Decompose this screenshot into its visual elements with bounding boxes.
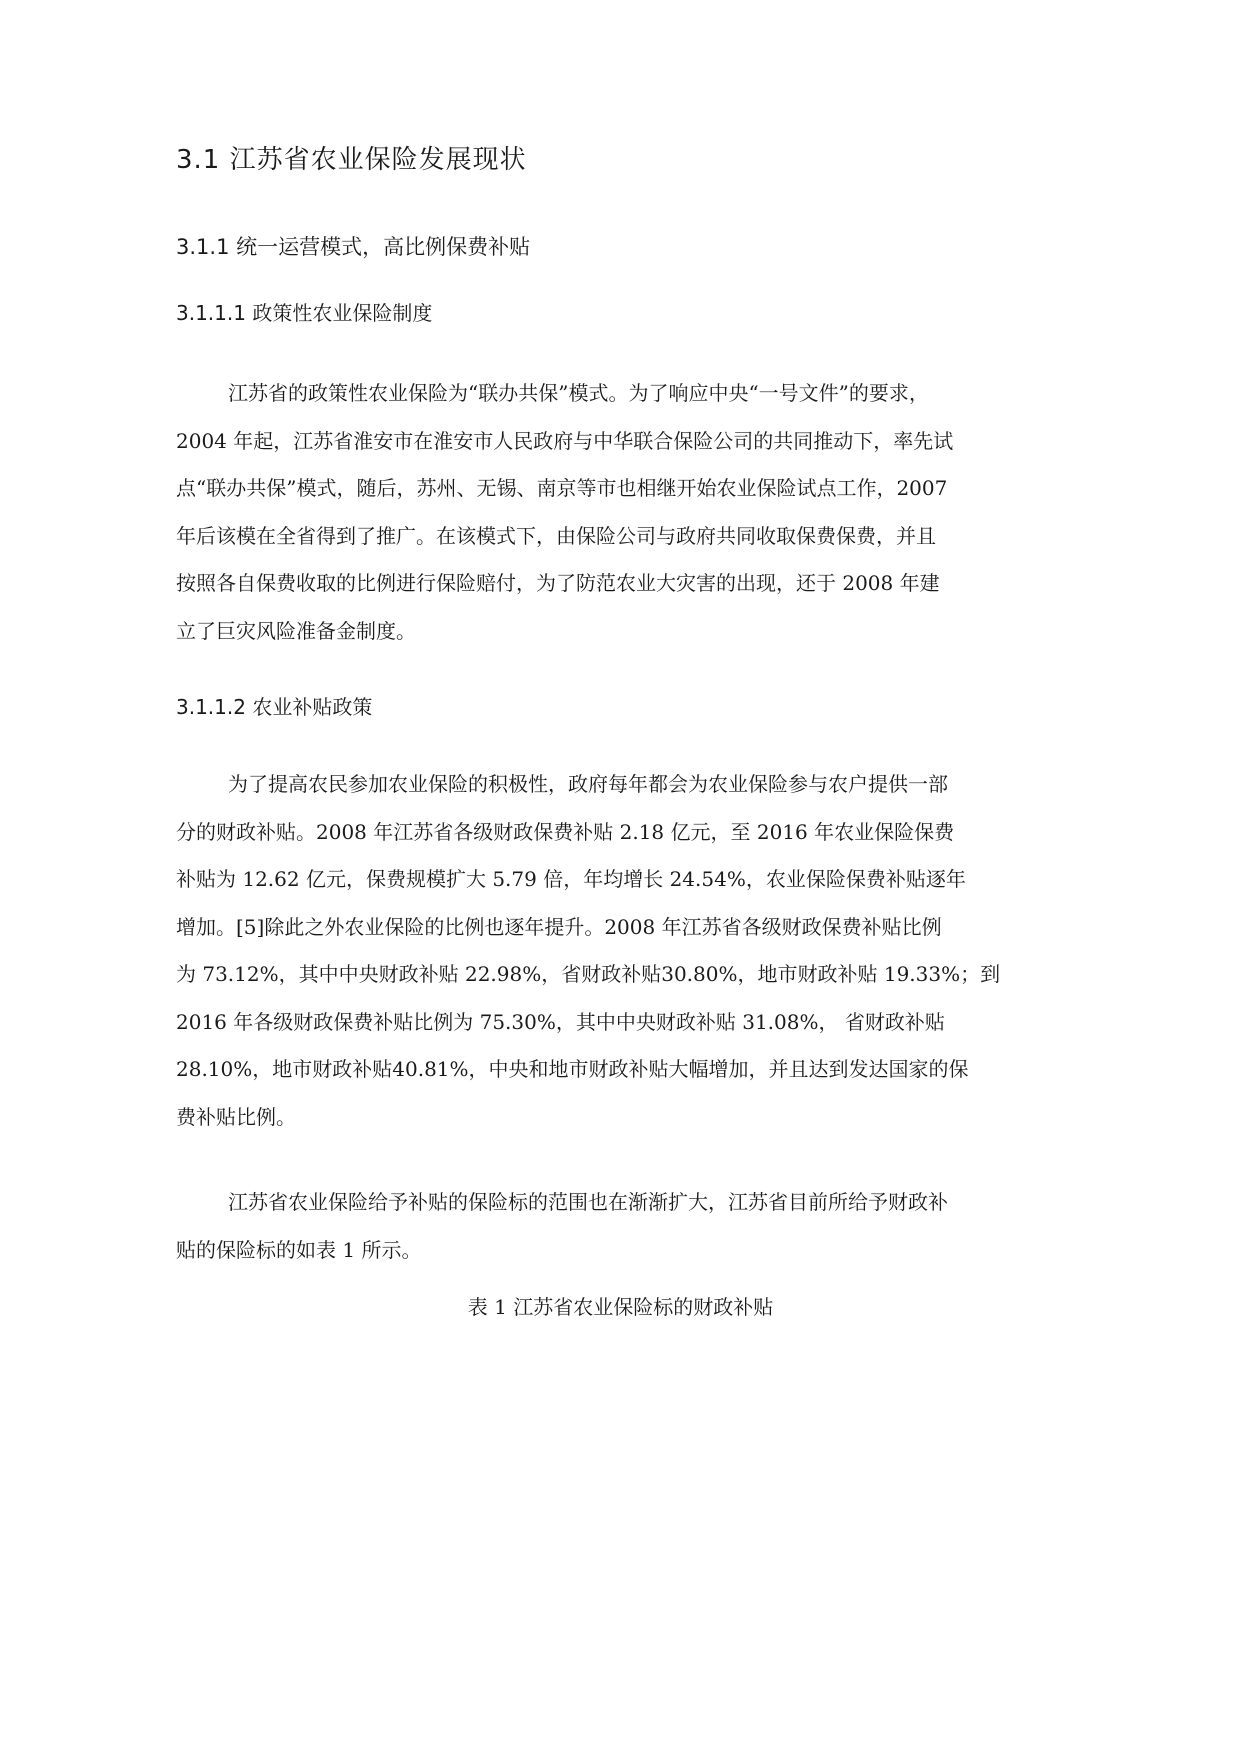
paragraph-line: 为了提高农民参加农业保险的积极性，政府每年都会为农业保险参与农户提供一部 <box>228 772 948 796</box>
paragraph-subsidy-scope <box>176 1179 1124 1274</box>
subsection-heading: 3.1.1 统一运营模式，高比例保费补贴 <box>176 235 531 259</box>
paragraph-line: 江苏省的政策性农业保险为“联办共保”模式。为了响应中央“一号文件”的要求， <box>228 381 929 405</box>
paragraph-line: 贴的保险标的如表 1 所示。 <box>176 1237 422 1262</box>
paragraph-subsidy-policy <box>176 761 1124 1141</box>
paragraph-policy-insurance <box>176 370 1124 655</box>
paragraph-line: 补贴为 12.62 亿元，保费规模扩大 5.79 倍，年均增长 24.54%，农业保险保费补贴逐年 <box>176 867 966 891</box>
table-caption: 表 1 江苏省农业保险标的财政补贴 <box>467 1295 774 1319</box>
paragraph-line: 按照各自保费收取的比例进行保险赔付，为了防范农业大灾害的出现，还于 2008 年建 <box>176 571 940 595</box>
paragraph-line: 为 73.12%，其中中央财政补贴 22.98%，省财政补贴30.80%，地市财政补贴 19.33%；到 <box>176 962 1001 986</box>
subsubsection-heading-policy-insurance: 3.1.1.1 政策性农业保险制度 <box>176 301 433 325</box>
paragraph-line: 江苏省农业保险给予补贴的保险标的范围也在渐渐扩大，江苏省目前所给予财政补 <box>228 1190 948 1214</box>
section-heading: 3.1 江苏省农业保险发展现状 <box>176 145 527 175</box>
paragraph-line: 年后该模在全省得到了推广。在该模式下，由保险公司与政府共同收取保费保费，并且 <box>176 523 936 548</box>
paragraph-line: 2016 年各级财政保费补贴比例为 75.30%，其中中央财政补贴 31.08%， 省财政补贴 <box>176 1009 945 1034</box>
paragraph-line: 28.10%，地市财政补贴40.81%，中央和地市财政补贴大幅增加，并且达到发达国家的保 <box>176 1057 969 1081</box>
subsubsection-heading-subsidy-policy: 3.1.1.2 农业补贴政策 <box>176 695 373 719</box>
paragraph-line: 点“联办共保”模式，随后，苏州、无锡、南京等市也相继开始农业保险试点工作，2007 <box>176 476 948 500</box>
paragraph-line: 费补贴比例。 <box>176 1104 296 1129</box>
paragraph-line: 2004 年起，江苏省淮安市在淮安市人民政府与中华联合保险公司的共同推动下，率先试 <box>176 428 954 453</box>
paragraph-line: 增加。[5]除此之外农业保险的比例也逐年提升。2008 年江苏省各级财政保费补贴比例 <box>176 914 942 939</box>
paragraph-line: 分的财政补贴。2008 年江苏省各级财政保费补贴 2.18 亿元，至 2016 年农业保险保费 <box>176 819 955 844</box>
paragraph-line: 立了巨灾风险准备金制度。 <box>176 618 416 643</box>
